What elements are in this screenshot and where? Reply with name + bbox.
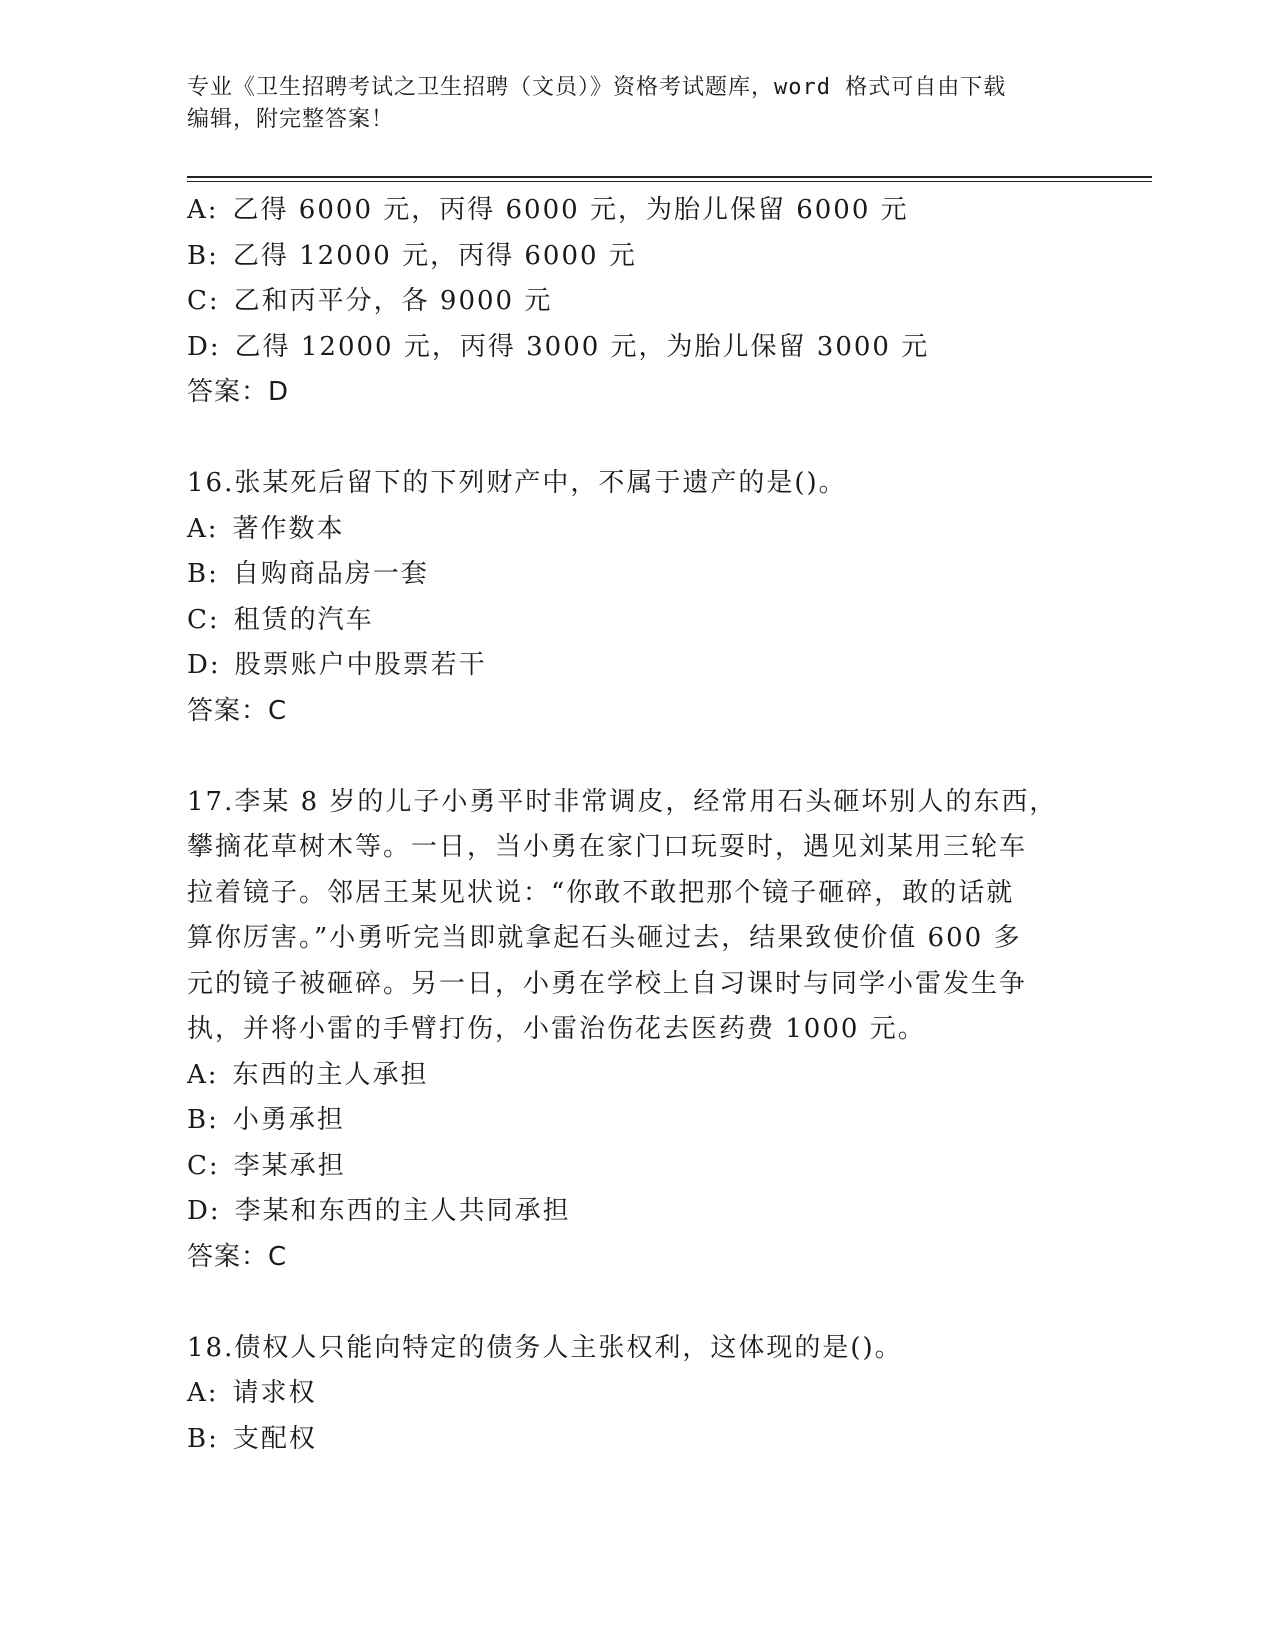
header-line-1: 专业《卫生招聘考试之卫生招聘（文员）》资格考试题库，word 格式可自由下载 [187, 75, 1007, 100]
option-letter: C: [187, 286, 220, 316]
option-c [187, 279, 1087, 325]
option-letter: A: [187, 513, 219, 544]
option-letter: B: [187, 1105, 219, 1135]
question-content [187, 188, 1087, 1462]
header-rule-thick [187, 176, 1152, 178]
question-18 [187, 1326, 1087, 1463]
question-text-line: 执，并将小雷的手臂打伤，小雷治伤花去医药费 1000 元。 [187, 1014, 926, 1044]
answer-line: 答案：C [187, 1241, 288, 1272]
option-text: 请求权 [232, 1378, 317, 1408]
header-line-2: 编辑，附完整答案！ [187, 107, 395, 132]
option-text: 乙得 12000 元，丙得 3000 元，为胎儿保留 3000 元 [234, 331, 930, 362]
option-letter: D: [187, 650, 221, 680]
option-text: 乙和丙平分，各 9000 元 [233, 286, 553, 316]
option-text: 租赁的汽车 [233, 604, 374, 635]
option-d [187, 325, 1087, 371]
option-c [187, 598, 1087, 644]
option-letter: A: [187, 1059, 219, 1090]
option-letter: C: [187, 1150, 220, 1181]
question-text: 18.债权人只能向特定的债务人主张权利，这体现的是()。 [187, 1332, 903, 1363]
option-b [187, 1098, 1087, 1144]
question-17 [187, 780, 1087, 1281]
question-text-line: 攀摘花草树木等。一日，当小勇在家门口玩耍时，遇见刘某用三轮车 [187, 832, 1028, 862]
option-text: 李某和东西的主人共同承担 [234, 1196, 571, 1226]
option-b [187, 1417, 1087, 1463]
option-text: 股票账户中股票若干 [234, 650, 487, 680]
option-text: 自购商品房一套 [232, 559, 429, 589]
option-c [187, 1144, 1087, 1190]
question-text-line: 拉着镜子。邻居王某见状说：“你敢不敢把那个镜子砸碎，敢的话就 [187, 877, 1015, 908]
option-letter: A: [187, 195, 219, 225]
option-d [187, 1189, 1087, 1235]
option-letter: D: [187, 331, 221, 362]
option-b [187, 234, 1087, 280]
option-d [187, 643, 1087, 689]
option-letter: B: [187, 1423, 219, 1454]
question-text-line: 算你厉害。”小勇听完当即就拿起石头砸过去，结果致使价值 600 多 [187, 923, 1022, 953]
option-letter: D: [187, 1196, 221, 1226]
header-rule-thin [187, 181, 1152, 182]
option-text: 乙得 12000 元，丙得 6000 元 [232, 240, 637, 271]
answer-line: 答案：C [187, 695, 288, 726]
option-letter: B: [187, 240, 219, 271]
option-text: 小勇承担 [232, 1105, 345, 1135]
question-15 [187, 188, 1087, 416]
option-text: 著作数本 [232, 513, 345, 544]
option-text: 乙得 6000 元，丙得 6000 元，为胎儿保留 6000 元 [232, 195, 909, 225]
document-header [187, 72, 1087, 136]
option-letter: B: [187, 559, 219, 589]
option-a [187, 188, 1087, 234]
option-letter: A: [187, 1378, 219, 1408]
question-text-line: 17.李某 8 岁的儿子小勇平时非常调皮，经常用石头砸坏别人的东西， [187, 786, 1058, 817]
question-text-line: 元的镜子被砸碎。另一日，小勇在学校上自习课时与同学小雷发生争 [187, 968, 1028, 999]
option-a [187, 507, 1087, 553]
option-text: 李某承担 [233, 1150, 346, 1181]
option-a [187, 1053, 1087, 1099]
question-text: 16.张某死后留下的下列财产中，不属于遗产的是()。 [187, 468, 847, 498]
option-text: 支配权 [232, 1423, 317, 1454]
option-text: 东西的主人承担 [232, 1059, 429, 1090]
answer-line: 答案：D [187, 377, 290, 407]
option-letter: C: [187, 604, 220, 635]
question-16 [187, 461, 1087, 734]
option-a [187, 1371, 1087, 1417]
option-b [187, 552, 1087, 598]
